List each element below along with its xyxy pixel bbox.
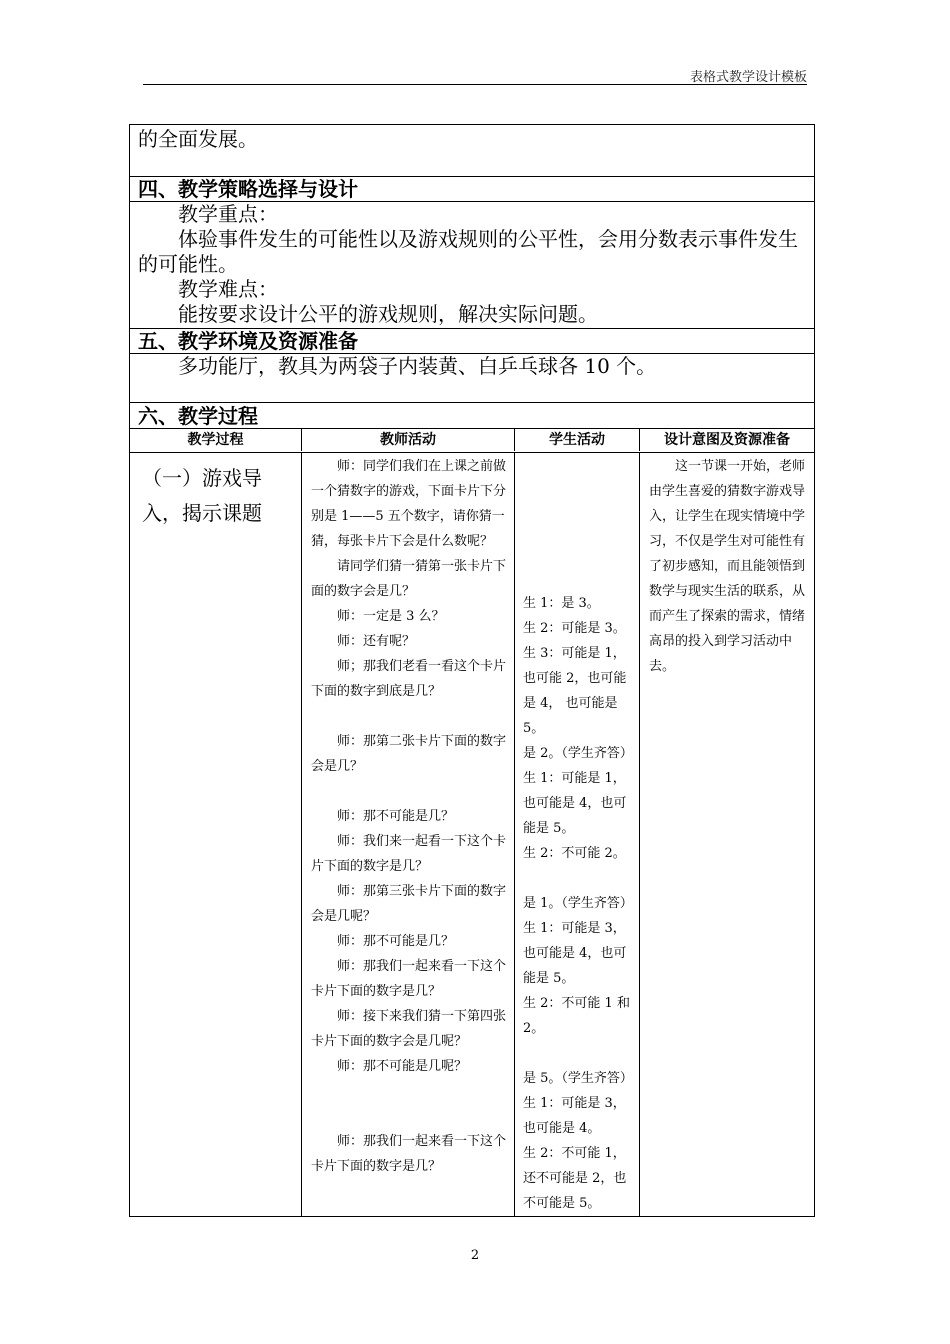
key-points-label: 教学重点：	[178, 202, 278, 226]
student-activity-line: 生 2：不可能 1 和 2。	[523, 996, 630, 1036]
student-activity-line: 是 1。（学生齐答）	[523, 896, 633, 911]
teacher-activity-spacer	[311, 704, 506, 729]
student-activity-spacer	[523, 1041, 633, 1066]
teacher-activity-spacer	[311, 779, 506, 804]
student-activity-line: 生 1：可能是 3，也可能是 4。	[523, 1096, 626, 1136]
previous-section-tail	[130, 124, 814, 176]
teacher-activity-line: 师：一定是 3 么？	[337, 609, 445, 624]
student-activity-line: 生 1：可能是 3，也可能是 4，也可能是 5。	[523, 921, 627, 986]
student-activity-line: 生 2：不可能 1，还不可能是 2，也不可能是 5。	[523, 1146, 627, 1211]
student-activity-spacer	[523, 866, 633, 891]
col-header-student: 学生活动	[514, 429, 639, 451]
teacher-activity-line: 师；那我们老看一看这个卡片下面的数字到底是几？	[311, 659, 507, 699]
section-5-body	[130, 353, 814, 402]
difficulty-label: 教学难点：	[178, 277, 278, 301]
col-header-stage: 教学过程	[187, 432, 244, 448]
teacher-activity-line: 师：那我们一起来看一下这个卡片下面的数字是几？	[311, 959, 507, 999]
student-activity-line: 生 2：可能是 3。	[523, 621, 626, 636]
section-5-title-row	[130, 328, 814, 353]
environment-text: 多功能厅，教具为两袋子内装黄、白乒乓球各 10 个。	[178, 354, 657, 378]
col-header-teacher: 教师活动	[301, 429, 514, 451]
teacher-activity-spacer	[311, 1079, 506, 1104]
section-5-title: 五、教学环境及资源准备	[138, 329, 358, 353]
teacher-activity-line: 师：我们来一起看一下这个卡片下面的数字是几？	[311, 834, 507, 874]
student-activity-line: 生 1：可能是 1，也可能是 4，也可能是 5。	[523, 771, 627, 836]
teacher-activity-line: 师：那第三张卡片下面的数字会是几呢？	[311, 884, 507, 924]
teacher-activity-line: 师：那不可能是几？	[337, 934, 455, 949]
page-number: 2	[470, 1248, 480, 1263]
process-table-row	[130, 452, 814, 1217]
student-activity-line: 是 5。（学生齐答）	[523, 1071, 633, 1086]
student-activity-line: 生 3：可能是 1，也可能 2，也可能是 4， 也可能是 5。	[523, 646, 627, 736]
section-4-title-row	[130, 176, 814, 201]
stage-cell	[130, 453, 301, 1216]
teacher-activity-line: 师：那不可能是几呢？	[337, 1059, 468, 1074]
student-activity-list	[523, 591, 633, 1216]
teacher-activity-list	[311, 454, 506, 1179]
section-6-title-row	[130, 402, 814, 428]
header-rule	[143, 84, 807, 85]
student-activity-cell	[514, 453, 639, 1216]
teacher-activity-line: 师：还有呢？	[337, 634, 416, 649]
teacher-activity-cell	[301, 453, 514, 1216]
teacher-activity-line: 师：那第二张卡片下面的数字会是几？	[311, 734, 507, 774]
teacher-activity-spacer	[311, 1104, 506, 1129]
section-4-title: 四、教学策略选择与设计	[138, 177, 358, 201]
teacher-activity-line: 师：那不可能是几？	[337, 809, 455, 824]
section-4-body	[130, 201, 814, 328]
student-activity-line: 生 2：不可能 2。	[523, 846, 626, 861]
teacher-activity-line: 请同学们猜一猜第一张卡片下面的数字会是几？	[311, 559, 507, 599]
design-intent-cell	[639, 453, 814, 1216]
student-activity-line: 是 2。（学生齐答）	[523, 746, 633, 761]
difficulty-text: 能按要求设计公平的游戏规则，解决实际问题。	[178, 302, 598, 326]
col-header-design: 设计意图及资源准备	[639, 429, 814, 451]
process-table-header	[130, 428, 814, 452]
key-points-text: 体验事件发生的可能性以及游戏规则的公平性，会用分数表示事件发生的可能性。	[138, 227, 798, 276]
stage-title: （一）游戏导入，揭示课题	[142, 466, 262, 525]
page-header-title: 表格式教学设计模板	[689, 70, 807, 85]
lesson-plan-table	[129, 124, 815, 1217]
teacher-activity-line: 师：那我们一起来看一下这个卡片下面的数字是几？	[311, 1134, 507, 1174]
design-intent-text: 这一节课一开始，老师由学生喜爱的猜数字游戏导入，让学生在现实情境中学习，不仅是学生对可能性有了初步感知，而且能领悟到数学与现实生活的联系，从而产生了探索的需求，情绪高昂的投入到学习活动中去。	[649, 459, 806, 674]
teacher-activity-line: 师：接下来我们猜一下第四张卡片下面的数字会是几呢？	[311, 1009, 507, 1049]
teacher-activity-line: 师：同学们我们在上课之前做一个猜数字的游戏，下面卡片下分别是 1——5 五个数字，请你猜一猜，每张卡片下会是什么数呢？	[311, 459, 507, 549]
section-6-title: 六、教学过程	[138, 404, 258, 428]
student-activity-line: 生 1：是 3。	[523, 596, 600, 611]
tail-text: 的全面发展。	[138, 127, 258, 151]
